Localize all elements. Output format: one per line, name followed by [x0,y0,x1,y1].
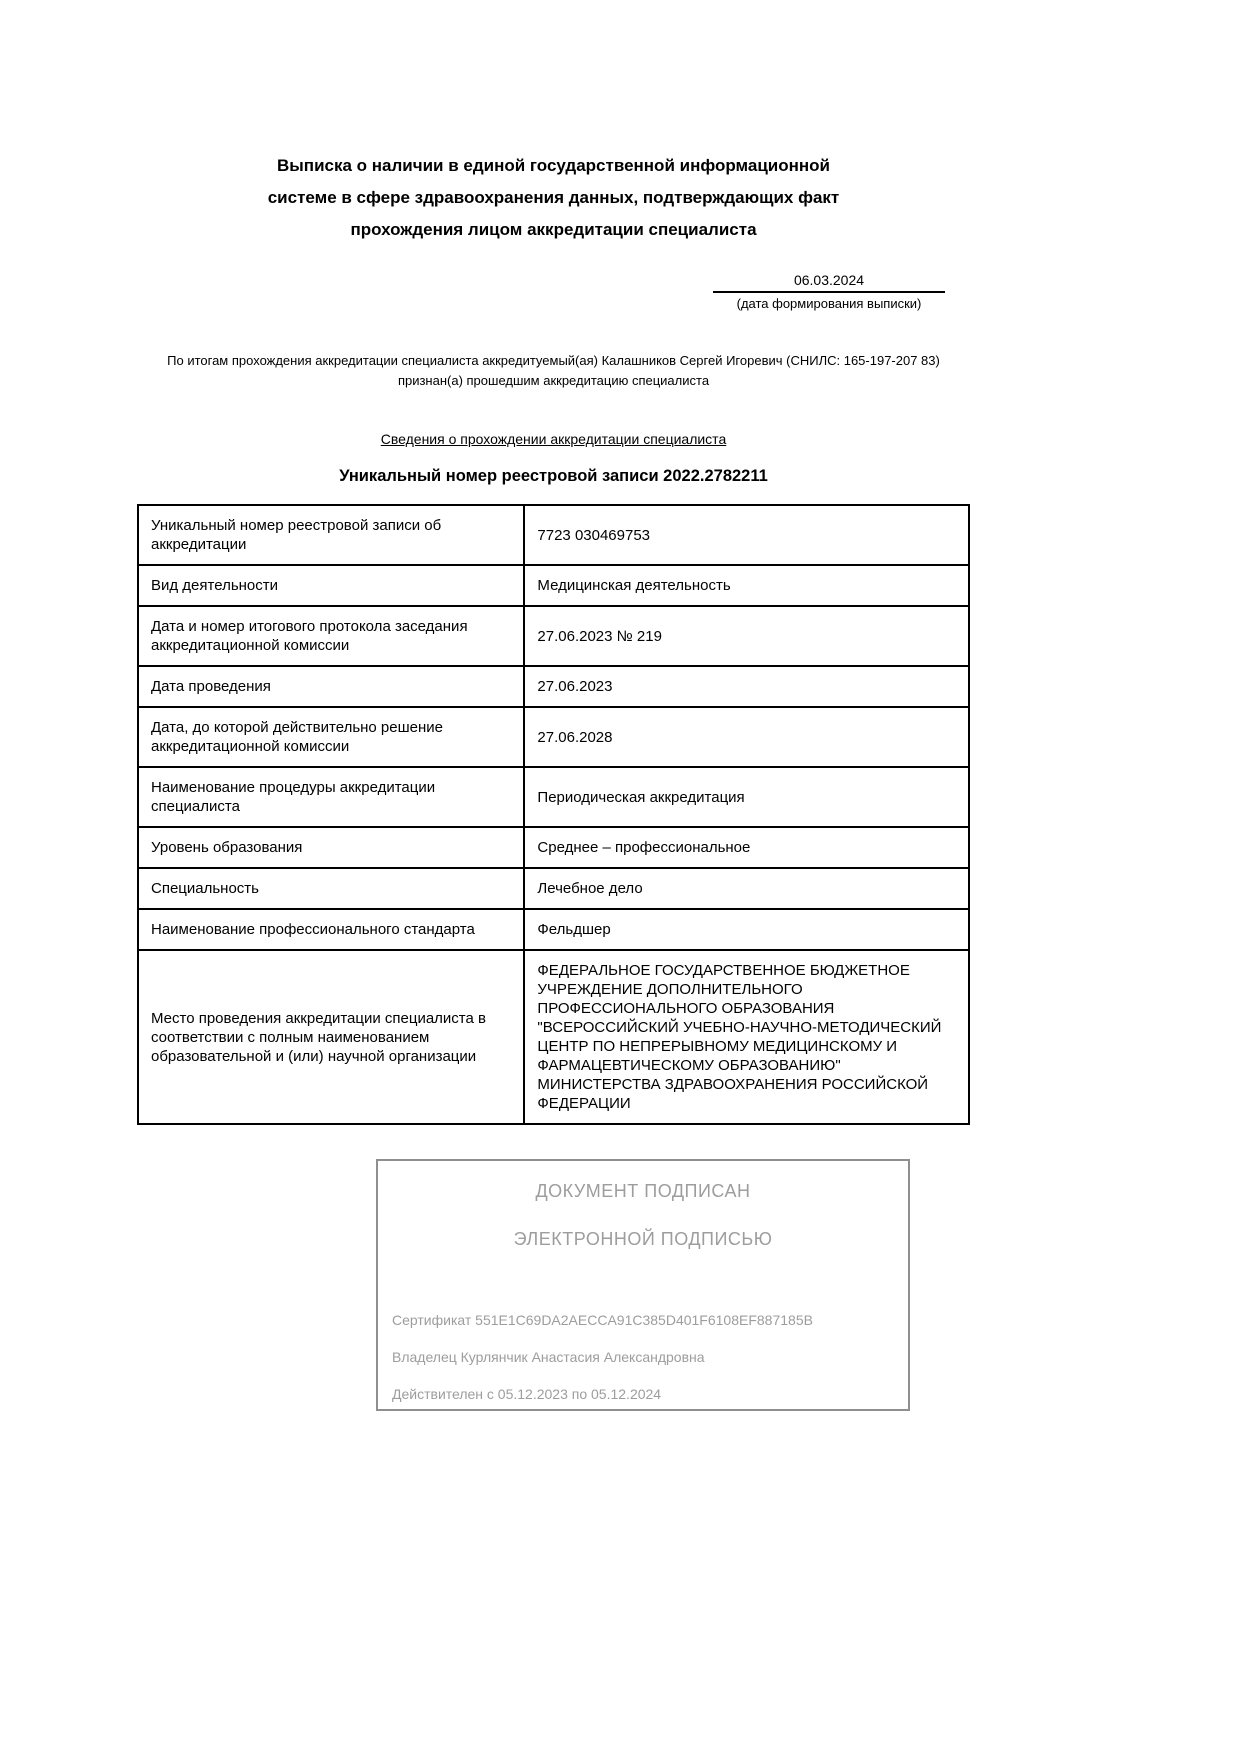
table-row [138,707,969,767]
row-label-cell: Уникальный номер реестровой записи об аккредитации [138,505,524,565]
table-row [138,950,969,1124]
electronic-signature-stamp [376,1159,910,1411]
section-heading: Сведения о прохождении аккредитации специалиста [380,431,727,447]
table-row [138,827,969,868]
row-label-cell: Наименование профессионального стандарта [138,909,524,950]
document-title [137,150,970,246]
extract-date-label: (дата формирования выписки) [713,291,945,311]
accreditation-table [137,504,970,1125]
signature-validity: Действителен с 05.12.2023 по 05.12.2024 [392,1386,662,1402]
row-label-cell: Уровень образования [138,827,524,868]
table-row [138,767,969,827]
row-value-cell: ФЕДЕРАЛЬНОЕ ГОСУДАРСТВЕННОЕ БЮДЖЕТНОЕ УЧРЕЖДЕНИЕ ДОПОЛНИТЕЛЬНОГО ПРОФЕССИОНАЛЬНОГО ОБРАЗОВАНИЯ "ВСЕРОССИЙСКИЙ УЧЕБНО-НАУЧНО-МЕТОДИЧЕСКИЙ ЦЕНТР ПО НЕПРЕРЫВНОМУ МЕДИЦИНСКОМУ И ФАРМАЦЕВТИЧЕСКОМУ ОБРАЗОВАНИЮ" МИНИСТЕРСТВА ЗДРАВООХРАНЕНИЯ РОССИЙСКОЙ ФЕДЕРАЦИИ [524,950,969,1124]
document-title-line-3: прохождения лицом аккредитации специалиста [350,220,757,239]
document-title-line-1: Выписка о наличии в единой государственной информационной [277,156,830,175]
row-value-cell: Периодическая аккредитация [524,767,969,827]
row-label-cell: Дата, до которой действительно решение аккредитационной комиссии [138,707,524,767]
registry-record-heading: Уникальный номер реестровой записи 2022.2782211 [339,467,768,485]
row-value-cell: 27.06.2023 № 219 [524,606,969,666]
row-value-cell: Фельдшер [524,909,969,950]
row-label-cell: Специальность [138,868,524,909]
row-value-cell: Лечебное дело [524,868,969,909]
row-value-cell: 27.06.2028 [524,707,969,767]
table-row [138,868,969,909]
row-label-cell: Дата и номер итогового протокола заседания аккредитационной комиссии [138,606,524,666]
row-label-cell: Место проведения аккредитации специалиста в соответствии с полным наименованием образовательной и (или) научной организации [138,950,524,1124]
table-row [138,606,969,666]
signature-title-line-1: ДОКУМЕНТ ПОДПИСАН [535,1181,751,1201]
document-content [137,0,970,1411]
row-value-cell: 7723 030469753 [524,505,969,565]
signature-certificate: Сертификат 551E1C69DA2AECCA91C385D401F6108EF887185B [392,1312,813,1328]
row-label-cell: Наименование процедуры аккредитации специалиста [138,767,524,827]
table-row [138,505,969,565]
row-value-cell: Медицинская деятельность [524,565,969,606]
signature-title-line-2: ЭЛЕКТРОННОЙ ПОДПИСЬЮ [513,1229,773,1249]
row-label-cell: Дата проведения [138,666,524,707]
row-label-cell: Вид деятельности [138,565,524,606]
table-row [138,909,969,950]
table-row [138,565,969,606]
document-title-line-2: системе в сфере здравоохранения данных, подтверждающих факт [267,188,840,207]
extract-date-value: 06.03.2024 [793,272,865,288]
extract-date-block [713,272,945,311]
row-value-cell: Среднее – профессиональное [524,827,969,868]
table-row [138,666,969,707]
signature-owner: Владелец Курлянчик Анастасия Александровна [392,1349,705,1365]
accreditation-intro-paragraph: По итогам прохождения аккредитации специалиста аккредитуемый(ая) Калашников Сергей Игоревич (СНИЛС: 165-197-207 83) признан(а) прошедшим аккредитацию специалиста [167,353,940,388]
row-value-cell: 27.06.2023 [524,666,969,707]
